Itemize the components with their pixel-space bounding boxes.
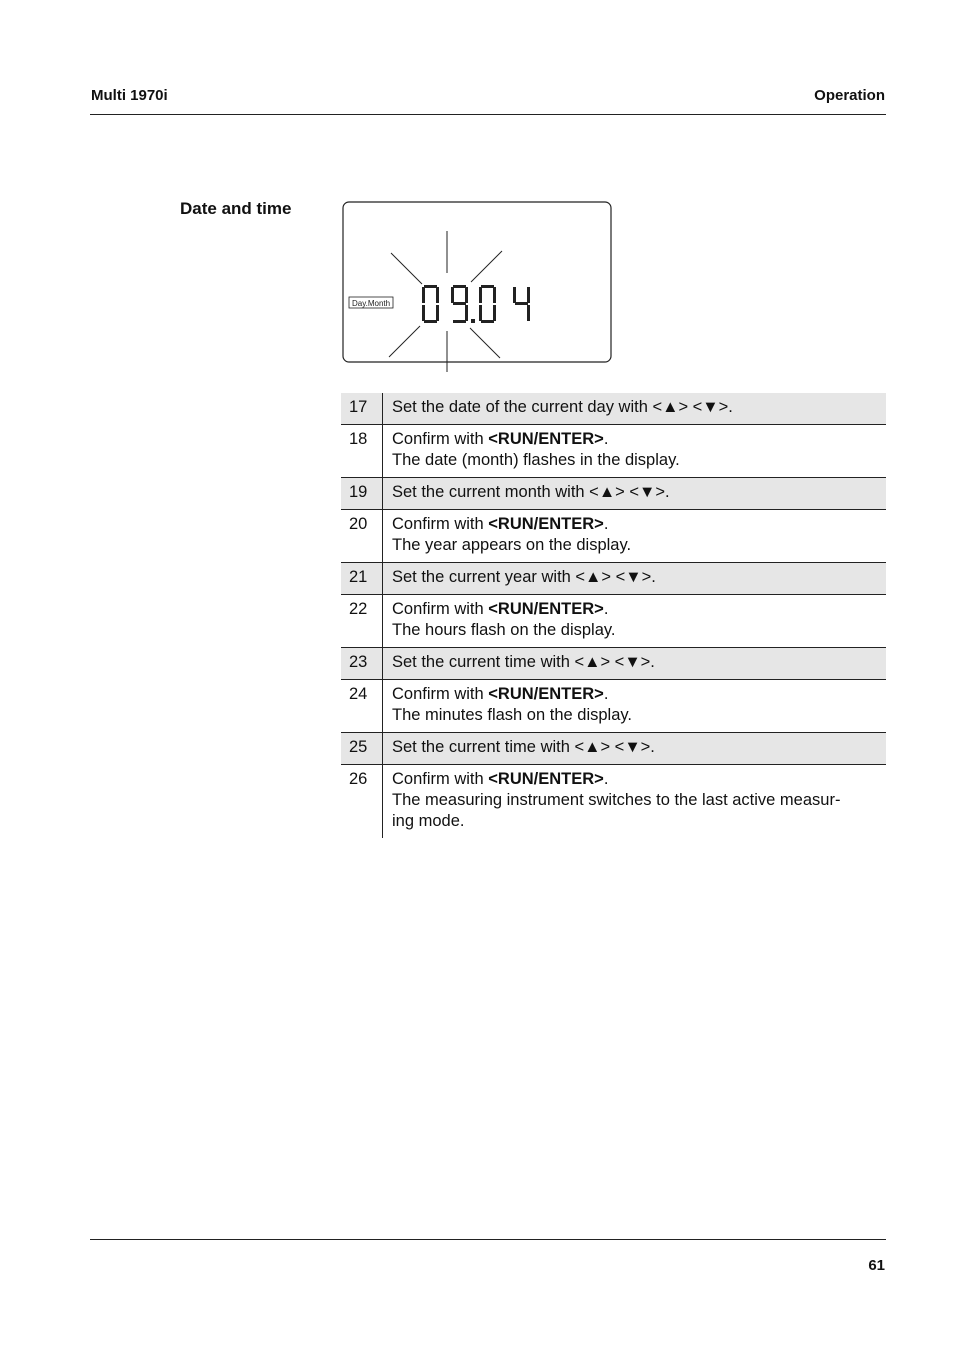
step-row: [341, 680, 886, 733]
step-row: [341, 563, 886, 595]
footer-rule: [90, 1239, 886, 1240]
step-text-line: [392, 684, 878, 705]
step-text-segment: The hours flash on the display.: [392, 621, 616, 639]
step-text-line: [392, 652, 878, 673]
step-text-segment: ing mode.: [392, 812, 465, 830]
step-text-segment: Set the current time with <▲> <▼>.: [392, 738, 655, 756]
step-text-line: [392, 514, 878, 535]
step-text-segment: Confirm with: [392, 515, 489, 533]
step-text-segment: Confirm with: [392, 430, 489, 448]
step-text-segment: .: [603, 770, 609, 788]
step-text-line: [392, 620, 878, 641]
step-number: 18: [341, 425, 383, 477]
section-title: Date and time: [180, 199, 292, 218]
step-text: [383, 733, 886, 764]
step-text-segment: The year appears on the display.: [392, 536, 632, 554]
lcd-display-graphic: [342, 201, 612, 373]
step-text-segment: Set the current month with <▲> <▼>.: [392, 483, 670, 501]
step-text: [383, 648, 886, 679]
step-text-line: [392, 737, 878, 758]
step-text: [383, 425, 886, 477]
step-text-segment: The measuring instrument switches to the last active measur-: [392, 791, 841, 809]
step-text-segment: .: [603, 515, 609, 533]
step-text-segment: Confirm with: [392, 770, 489, 788]
step-text-line: [392, 450, 878, 471]
running-header-section: Operation: [814, 87, 885, 104]
lcd-display-illustration: [342, 201, 612, 363]
step-text-segment: .: [603, 430, 609, 448]
step-number: 21: [341, 563, 383, 594]
step-number: 17: [341, 393, 383, 424]
step-text-segment: .: [603, 685, 609, 703]
step-text-line: [392, 567, 878, 588]
step-text: [383, 765, 886, 838]
step-text-line: [392, 599, 878, 620]
step-text-segment: Confirm with: [392, 685, 489, 703]
step-text-segment: Confirm with: [392, 600, 489, 618]
instruction-steps-table: [341, 393, 886, 838]
running-header-title: Multi 1970i: [91, 87, 168, 104]
step-text-line: [392, 790, 878, 811]
page-number: 61: [868, 1257, 885, 1274]
step-text: [383, 393, 886, 424]
step-row: [341, 510, 886, 563]
header-rule: [90, 114, 886, 115]
step-number: 24: [341, 680, 383, 732]
key-label: <RUN/ENTER>: [488, 600, 604, 618]
step-text-segment: .: [603, 600, 609, 618]
step-number: 19: [341, 478, 383, 509]
step-row: [341, 648, 886, 680]
step-text-segment: The minutes flash on the display.: [392, 706, 632, 724]
step-number: 25: [341, 733, 383, 764]
step-text: [383, 510, 886, 562]
step-text-line: [392, 811, 878, 832]
key-label: <RUN/ENTER>: [488, 770, 604, 788]
step-number: 20: [341, 510, 383, 562]
key-label: <RUN/ENTER>: [488, 515, 604, 533]
key-label: <RUN/ENTER>: [488, 430, 604, 448]
step-row: [341, 425, 886, 478]
lcd-mode-label: Day.Month: [352, 299, 391, 308]
step-text-segment: The date (month) flashes in the display.: [392, 451, 680, 469]
step-text-segment: Set the current time with <▲> <▼>.: [392, 653, 655, 671]
step-text: [383, 478, 886, 509]
step-text-line: [392, 705, 878, 726]
step-number: 23: [341, 648, 383, 679]
step-text-line: [392, 397, 878, 418]
step-text: [383, 563, 886, 594]
step-number: 22: [341, 595, 383, 647]
step-number: 26: [341, 765, 383, 838]
step-text-segment: Set the current year with <▲> <▼>.: [392, 568, 656, 586]
lcd-decimal-point: [471, 319, 475, 323]
step-text: [383, 680, 886, 732]
step-row: [341, 595, 886, 648]
step-row: [341, 393, 886, 425]
step-text-segment: Set the date of the current day with <▲> <▼>.: [392, 398, 733, 416]
step-row: [341, 765, 886, 838]
step-text: [383, 595, 886, 647]
step-text-line: [392, 482, 878, 503]
step-text-line: [392, 535, 878, 556]
key-label: <RUN/ENTER>: [488, 685, 604, 703]
step-text-line: [392, 769, 878, 790]
step-row: [341, 733, 886, 765]
step-text-line: [392, 429, 878, 450]
step-row: [341, 478, 886, 510]
